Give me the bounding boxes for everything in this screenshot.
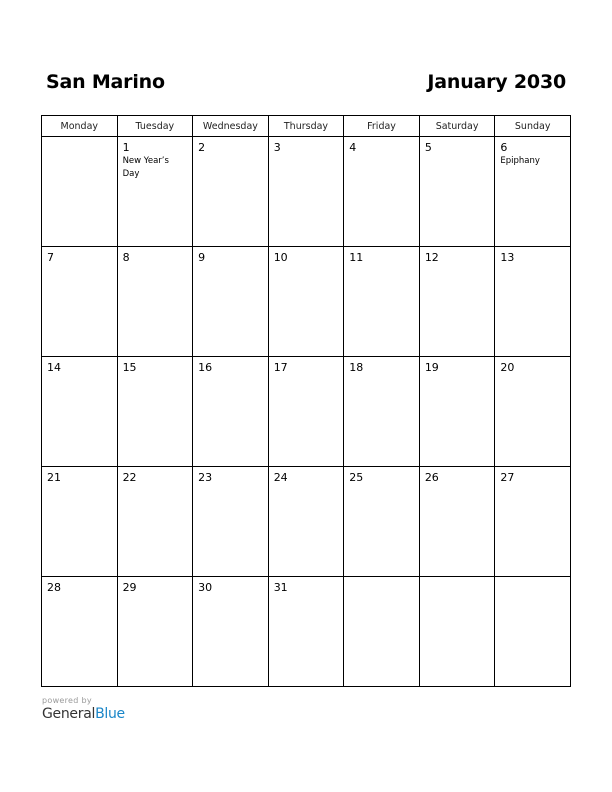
day-cell [495,467,571,577]
brand-name-general: General [42,706,96,722]
day-number: 25 [349,471,364,484]
day-number: 8 [122,251,130,264]
day-number: 12 [424,251,439,264]
weekday-header-row [42,116,571,137]
day-cell [419,357,495,467]
calendar-grid [41,115,571,687]
country-title: San Marino [46,71,165,93]
day-number: 31 [273,581,288,594]
day-cell [42,467,118,577]
week-row [42,577,571,687]
day-number: 2 [198,141,206,154]
day-number: 7 [47,251,54,264]
day-cell [419,247,495,357]
day-cell [193,357,269,467]
day-number: 28 [47,581,61,594]
day-cell [193,247,269,357]
day-cell [419,137,495,247]
day-cell [268,577,344,687]
weekday-header: Sunday [495,116,571,137]
day-cell [495,247,571,357]
month-title: January 2030 [427,71,566,93]
day-number: 20 [500,361,515,374]
day-cell [344,137,420,247]
brand-logo [42,706,125,722]
day-cell [344,247,420,357]
day-number: 6 [500,141,508,154]
day-cell [117,577,193,687]
day-cell [42,137,118,247]
day-cell [268,247,344,357]
weekday-header: Saturday [419,116,495,137]
day-cell [268,137,344,247]
powered-by-label: powered by [42,696,92,705]
day-number: 26 [424,471,439,484]
day-number: 13 [500,251,515,264]
day-number: 1 [122,141,130,154]
day-cell [193,467,269,577]
day-cell [193,137,269,247]
holiday-label: New Year’s Day [122,156,169,179]
day-number: 22 [122,471,137,484]
day-cell [268,357,344,467]
day-number: 19 [424,361,439,374]
day-number: 18 [349,361,364,374]
day-cell [344,357,420,467]
day-cell [42,357,118,467]
week-row [42,137,571,247]
day-cell [419,577,495,687]
day-number: 24 [273,471,288,484]
day-cell [42,247,118,357]
day-cell [117,137,193,247]
footer-branding [42,696,125,722]
day-number: 11 [349,251,364,264]
day-number: 30 [198,581,213,594]
day-cell [495,137,571,247]
day-cell [344,577,420,687]
day-cell [268,467,344,577]
day-cell [42,577,118,687]
day-number: 29 [122,581,137,594]
day-number: 27 [500,471,515,484]
day-number: 3 [273,141,281,154]
weekday-header: Friday [344,116,420,137]
holiday-label: Epiphany [500,156,540,166]
day-cell [117,357,193,467]
page-header [46,71,566,99]
day-cell [495,577,571,687]
brand-name-blue: Blue [95,706,125,722]
week-row [42,467,571,577]
day-number: 16 [198,361,213,374]
day-cell [117,467,193,577]
week-row [42,247,571,357]
weekday-header: Tuesday [117,116,193,137]
day-number: 5 [424,141,432,154]
weekday-header: Wednesday [193,116,269,137]
day-number: 9 [198,251,206,264]
weekday-header: Thursday [268,116,344,137]
day-cell [344,467,420,577]
day-number: 10 [273,251,288,264]
day-number: 14 [47,361,61,374]
day-cell [495,357,571,467]
weekday-header: Monday [42,116,118,137]
day-number: 23 [198,471,213,484]
day-number: 4 [349,141,357,154]
day-number: 21 [47,471,61,484]
day-cell [419,467,495,577]
day-number: 15 [122,361,137,374]
day-number: 17 [273,361,288,374]
day-cell [193,577,269,687]
week-row [42,357,571,467]
day-cell [117,247,193,357]
